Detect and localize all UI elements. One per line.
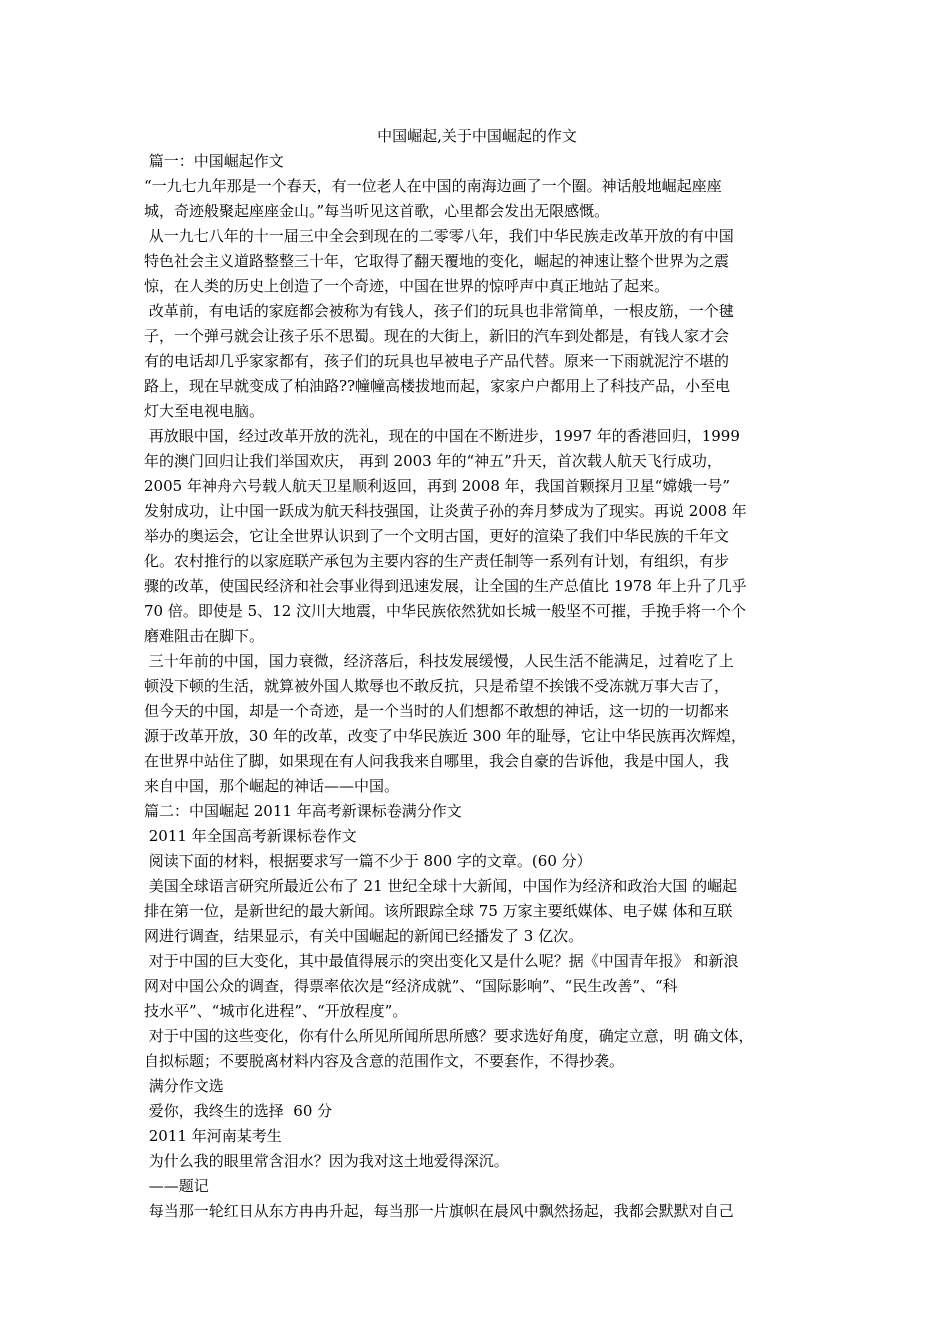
text-line: 自拟标题；不要脱离材料内容及含意的范围作文，不要套作，不得抄袭。	[144, 1052, 625, 1070]
text-line: ——题记	[144, 1177, 209, 1195]
text-line: 阅读下面的材料，根据要求写一篇不少于 800 字的文章。(60 分）	[144, 852, 592, 870]
text-line: “一九七九年那是一个春天，有一位老人在中国的南海边画了一个圈。神话般地崛起座座	[144, 177, 722, 195]
text-line: 化。农村推行的以家庭联产承包为主要内容的生产责任制等一系列有计划，有组织，有步	[144, 552, 730, 570]
text-line: 再放眼中国，经过改革开放的洗礼，现在的中国在不断进步，1997 年的香港回归，1999	[144, 427, 740, 445]
text-line: 但今天的中国，却是一个奇迹，是一个当时的人们想都不敢想的神话，这一切的一切都来	[144, 702, 730, 720]
text-line: 子，一个弹弓就会让孩子乐不思蜀。现在的大街上，新旧的汽车到处都是，有钱人家才会	[144, 327, 730, 345]
text-line: 排在第一位，是新世纪的最大新闻。该所跟踪全球 75 万家主要纸媒体、电子媒 体和互联	[144, 902, 733, 920]
document-body	[144, 124, 810, 1224]
text-line: 惊，在人类的历史上创造了一个奇迹，中国在世界的惊呼声中真正地站了起来。	[144, 277, 670, 295]
text-line: 爱你，我终生的选择 60 分	[144, 1102, 333, 1120]
text-line: 特色社会主义道路整整三十年，它取得了翻天覆地的变化，崛起的神速让整个世界为之震	[144, 252, 730, 270]
text-line: 从一九七八年的十一届三中全会到现在的二零零八年，我们中华民族走改革开放的有中国	[144, 227, 734, 245]
text-line: 磨难阻击在脚下。	[144, 627, 265, 645]
text-line: 对于中国的这些变化，你有什么所见所闻所思所感？要求选好角度，确定立意，明 确文体，	[144, 1027, 754, 1045]
text-line: 篇一：中国崛起作文	[144, 152, 284, 170]
text-line: 举办的奥运会，它让全世界认识到了一个文明古国，更好的渲染了我们中华民族的千年文	[144, 527, 730, 545]
text-line: 顿没下顿的生活，就算被外国人欺辱也不敢反抗，只是希望不挨饿不受冻就万事大吉了，	[144, 677, 730, 695]
text-line: 骤的改革，使国民经济和社会事业得到迅速发展，让全国的生产总值比 1978 年上升了几乎	[144, 577, 747, 595]
text-line: 2005 年神舟六号载人航天卫星顺利返回，再到 2008 年，我国首颗探月卫星“嫦娥一号”	[144, 477, 730, 495]
text-line: 路上，现在早就变成了柏油路??幢幢高楼拔地而起，家家户户都用上了科技产品，小至电	[144, 377, 731, 395]
text-line: 源于改革开放，30 年的改革，改变了中华民族近 300 年的耻辱，它让中华民族再次辉煌，	[144, 727, 747, 745]
text-line: 年的澳门回归让我们举国欢庆， 再到 2003 年的“神五”升天，首次载人航天飞行成功，	[144, 452, 722, 470]
text-line: 有的电话却几乎家家都有，孩子们的玩具也早被电子产品代替。原来一下雨就泥泞不堪的	[144, 352, 730, 370]
text-line: 在世界中站住了脚，如果现在有人问我我来自哪里，我会自豪的告诉他，我是中国人，我	[144, 752, 730, 770]
text-line: 网进行调查，结果显示，有关中国崛起的新闻已经播发了 3 亿次。	[144, 927, 584, 945]
text-line: 2011 年全国高考新课标卷作文	[144, 827, 357, 845]
document-text	[144, 149, 810, 1224]
text-line: 网对中国公众的调查，得票率依次是“经济成就”、“国际影响”、“民生改善”、“科	[144, 977, 678, 995]
text-line: 为什么我的眼里常含泪水？因为我对这土地爱得深沉。	[144, 1152, 509, 1170]
document-title: 中国崛起,关于中国崛起的作文	[377, 127, 577, 145]
text-line: 改革前，有电话的家庭都会被称为有钱人，孩子们的玩具也非常简单，一根皮筋，一个毽	[144, 302, 734, 320]
text-line: 三十年前的中国，国力衰微，经济落后，科技发展缓慢，人民生活不能满足，过着吃了上	[144, 652, 734, 670]
text-line: 美国全球语言研究所最近公布了 21 世纪全球十大新闻，中国作为经济和政治大国 的崛起	[144, 877, 738, 895]
text-line: 70 倍。即使是 5、12 汶川大地震，中华民族依然犹如长城一般坚不可摧，手挽手将一个个	[144, 602, 747, 620]
text-line: 技水平”、“城市化进程”、“开放程度”。	[144, 1002, 408, 1020]
text-line: 篇二：中国崛起 2011 年高考新课标卷满分作文	[144, 802, 462, 820]
text-line: 对于中国的巨大变化，其中最值得展示的突出变化又是什么呢？据《中国青年报》 和新浪	[144, 952, 739, 970]
text-line: 灯大至电视电脑。	[144, 402, 265, 420]
text-line: 2011 年河南某考生	[144, 1127, 282, 1145]
text-line: 每当那一轮红日从东方冉冉升起，每当那一片旗帜在晨风中飘然扬起，我都会默默对自己	[144, 1202, 734, 1220]
text-line: 发射成功，让中国一跃成为航天科技强国，让炎黄子孙的奔月梦成为了现实。再说 2008 年	[144, 502, 747, 520]
text-line: 满分作文选	[144, 1077, 224, 1095]
text-line: 来自中国，那个崛起的神话——中国。	[144, 777, 400, 795]
text-line: 城，奇迹般聚起座座金山。”每当听见这首歌，心里都会发出无限感慨。	[144, 202, 610, 220]
